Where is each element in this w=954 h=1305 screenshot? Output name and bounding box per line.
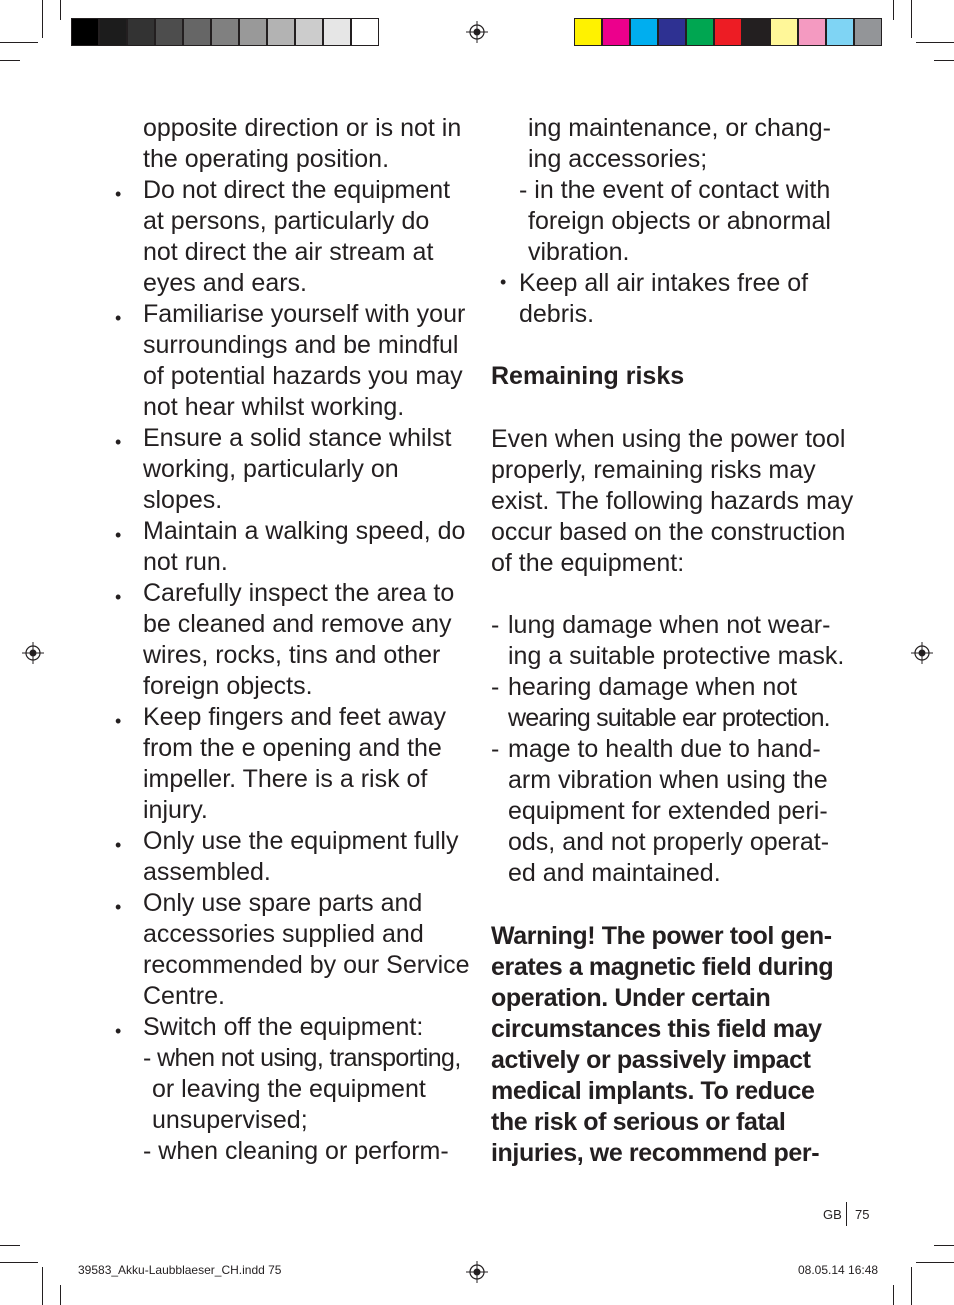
slug-filename: 39583_Akku-Laubblaeser_CH.indd 75	[78, 1263, 282, 1277]
color-swatch	[602, 18, 630, 46]
text-line: debris.	[519, 300, 595, 328]
text-line: impeller. There is a risk of	[143, 765, 428, 793]
bullet-icon: •	[115, 587, 122, 607]
slug-date: 08.05.14 16:48	[798, 1263, 879, 1277]
bullet-icon: •	[115, 432, 122, 452]
text-line: Even when using the power tool	[491, 425, 846, 453]
text-line: Warning! The power tool gen-	[491, 922, 832, 950]
text-line: ed and maintained.	[508, 859, 721, 887]
text-line: wearing suitable ear protection.	[508, 704, 830, 732]
text-line: opposite direction or is not in	[143, 114, 462, 142]
color-swatch	[714, 18, 742, 46]
text-line: injury.	[143, 796, 208, 824]
text-line: or leaving the equipment	[152, 1075, 426, 1103]
bullet-icon: •	[115, 897, 122, 917]
text-line: be cleaned and remove any	[143, 610, 452, 638]
text-line: Keep fingers and feet away	[143, 703, 446, 731]
color-swatch	[351, 18, 379, 46]
bullet-icon: •	[500, 272, 507, 292]
text-line: of potential hazards you may	[143, 362, 463, 390]
text-line: accessories supplied and	[143, 920, 424, 948]
color-swatch	[854, 18, 882, 46]
text-line: not run.	[143, 548, 228, 576]
registration-mark-icon	[911, 642, 933, 664]
color-swatch	[211, 18, 239, 46]
text-line: Switch off the equipment:	[143, 1013, 424, 1041]
text-line: unsupervised;	[152, 1106, 308, 1134]
text-line: not direct the air stream at	[143, 238, 434, 266]
text-line: medical implants. To reduce	[491, 1077, 815, 1105]
text-line: ods, and not properly operat-	[508, 828, 830, 856]
dash-marker: -	[491, 673, 500, 701]
bullet-icon: •	[115, 1021, 122, 1041]
bullet-icon: •	[115, 525, 122, 545]
text-line: Keep all air intakes free of	[519, 269, 809, 297]
text-line: ing a suitable protective mask.	[508, 642, 845, 670]
page-number: 75	[855, 1207, 870, 1222]
color-swatch	[686, 18, 714, 46]
color-swatch	[99, 18, 127, 46]
text-line: - when not using, transporting,	[143, 1044, 461, 1072]
color-swatch	[630, 18, 658, 46]
text-line: properly, remaining risks may	[491, 456, 816, 484]
text-line: surroundings and be mindful	[143, 331, 459, 359]
text-line: arm vibration when using the	[508, 766, 828, 794]
color-swatch	[658, 18, 686, 46]
text-line: the operating position.	[143, 145, 390, 173]
text-line: Familiarise yourself with your	[143, 300, 466, 328]
text-line: at persons, particularly do	[143, 207, 430, 235]
text-line: foreign objects or abnormal	[528, 207, 831, 235]
text-line: operation. Under certain	[491, 984, 771, 1012]
text-line: exist. The following hazards may	[491, 487, 854, 515]
text-line: hearing damage when not	[508, 673, 798, 701]
color-swatch	[295, 18, 323, 46]
folio-divider	[846, 1202, 847, 1226]
text-line: assembled.	[143, 858, 271, 886]
text-line: Only use spare parts and	[143, 889, 423, 917]
bullet-icon: •	[115, 835, 122, 855]
text-line: injuries, we recommend per-	[491, 1139, 820, 1167]
registration-mark-icon	[466, 21, 488, 43]
text-line: lung damage when not wear-	[508, 611, 831, 639]
color-swatch	[127, 18, 155, 46]
text-line: slopes.	[143, 486, 223, 514]
color-swatch	[183, 18, 211, 46]
text-line: - in the event of contact with	[519, 176, 831, 204]
text-line: Maintain a walking speed, do	[143, 517, 466, 545]
color-swatch	[71, 18, 99, 46]
text-line: eyes and ears.	[143, 269, 307, 297]
text-line: equipment for extended peri-	[508, 797, 828, 825]
color-swatch	[798, 18, 826, 46]
text-line: Do not direct the equipment	[143, 176, 451, 204]
text-line: not hear whilst working.	[143, 393, 405, 421]
registration-mark-icon	[466, 1261, 488, 1283]
bullet-icon: •	[115, 711, 122, 731]
language-code: GB	[823, 1207, 842, 1222]
text-line: of the equipment:	[491, 549, 685, 577]
text-line: ing maintenance, or chang-	[528, 114, 831, 142]
dash-marker: -	[491, 611, 500, 639]
color-swatch	[574, 18, 602, 46]
text-line: actively or passively impact	[491, 1046, 811, 1074]
color-swatch	[323, 18, 351, 46]
text-line: Centre.	[143, 982, 225, 1010]
color-swatch	[826, 18, 854, 46]
text-line: Carefully inspect the area to	[143, 579, 455, 607]
bullet-icon: •	[115, 184, 122, 204]
text-line: ing accessories;	[528, 145, 708, 173]
text-line: wires, rocks, tins and other	[143, 641, 441, 669]
color-swatch	[155, 18, 183, 46]
text-line: from the e opening and the	[143, 734, 442, 762]
registration-mark-icon	[22, 642, 44, 664]
text-line: the risk of serious or fatal	[491, 1108, 786, 1136]
text-line: circumstances this field may	[491, 1015, 822, 1043]
text-line: recommended by our Service	[143, 951, 470, 979]
text-line: foreign objects.	[143, 672, 313, 700]
text-line: - when cleaning or perform-	[143, 1137, 449, 1165]
color-swatch	[239, 18, 267, 46]
color-swatch	[742, 18, 770, 46]
text-line: vibration.	[528, 238, 630, 266]
text-line: Only use the equipment fully	[143, 827, 459, 855]
dash-marker: -	[491, 735, 500, 763]
text-line: Ensure a solid stance whilst	[143, 424, 452, 452]
text-line: occur based on the construction	[491, 518, 846, 546]
text-line: working, particularly on	[143, 455, 399, 483]
text-line: erates a magnetic field during	[491, 953, 834, 981]
bullet-icon: •	[115, 308, 122, 328]
text-line: mage to health due to hand-	[508, 735, 821, 763]
color-swatch	[770, 18, 798, 46]
color-swatch	[267, 18, 295, 46]
